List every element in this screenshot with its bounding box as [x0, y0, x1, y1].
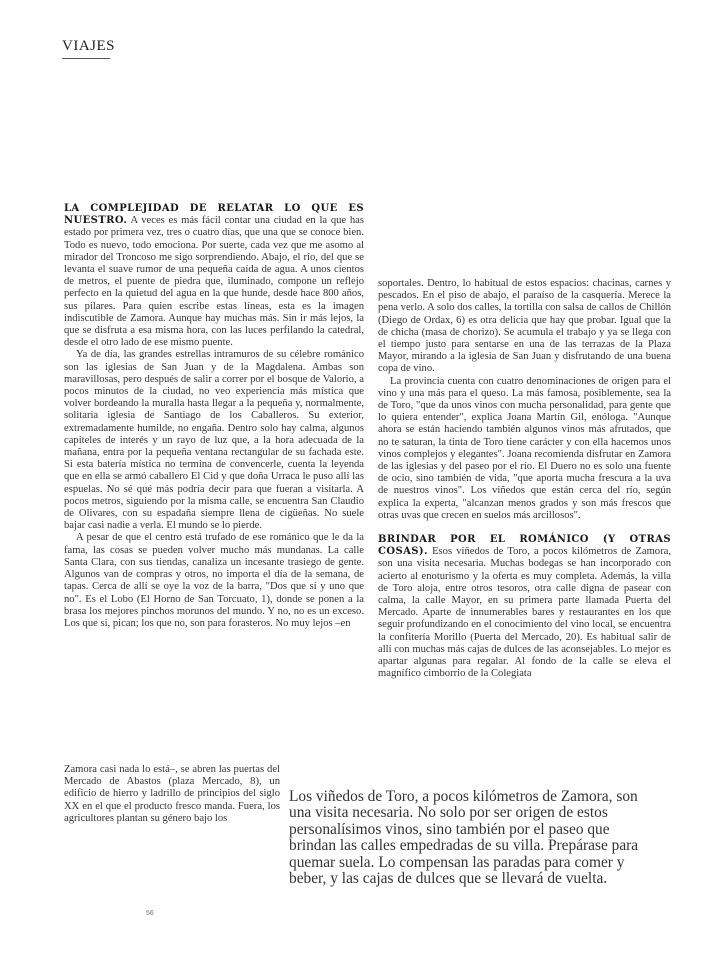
pull-quote: Los viñedos de Toro, a pocos kilómetros de Zamora, son una visita necesaria. No solo por ser origen de estos personalísimos vinos, sino también por el paseo que brindan las calles empedradas de su villa. Prepárase para quemar suela. Lo compensan las paradas para comer y beber, y las cajas de dulces que se llevará de vuelta.	[289, 788, 639, 888]
paragraph: A pesar de que el centro está trufado de ese románico que le da la fama, las cosas se pueden volver mucho más mundanas. La calle Santa Clara, con sus tiendas, canaliza un incesante trasiego de gente. Algunos van de compras y otros, no importa el día de la semana, de tapas. Cerca de allí se oye la voz de la barra, "Dos que sí y uno que no". Es el Lobo (El Horno de San Torcuato, 1), donde se ponen a la brasa los mejores pinchos morunos del mundo. Y no, no es un exceso. Los que sí, pican; los que no, son para forasteros. No muy lejos –en	[64, 532, 364, 629]
paragraph-text: A veces es más fácil contar una ciudad en la que has estado por primera vez, tres o cuatro días, que una que se conoce bien. Todo es nuevo, todo emociona. Por suerte, cada vez que me asomo al mirador del Troncoso me sigo sorprendiendo. Abajo, el río, del que se levanta el suave rumor de una pequeña caída de agua. A unos cientos de metros, el puente de piedra que, iluminado, compone un reflejo perfecto en la quietud del agua en la que hunde, desde hace 800 años, sus pilares. Para quien escribe estas líneas, esta es la imagen indiscutible de Zamora. Aunque hay muchas más. Sin ir más lejos, la que se disfruta a esa misma hora, con las luces perfilando la catedral, desde el otro lado de ese mismo puente.	[64, 215, 364, 349]
lead-in-heading: LA COMPLEJIDAD DE RELATAR LO QUE ES NUESTRO.	[64, 203, 364, 227]
article-left-column-continued	[64, 764, 280, 825]
paragraph: Zamora casi nada lo está–, se abren las puertas del Mercado de Abastos (plaza Mercado, 8), un edificio de hierro y ladrillo de principios del siglo XX en el que el producto fresco manda. Fuera, los agricultores plantan su género bajo los	[64, 764, 280, 824]
paragraph	[64, 203, 364, 349]
lead-in-heading: BRINDAR POR EL ROMÁNICO (Y OTRAS COSAS).	[378, 534, 671, 558]
page-number: 56	[146, 910, 154, 917]
paragraph	[378, 534, 671, 680]
paragraph-text: Esos viñedos de Toro, a pocos kilómetros de Zamora, son una visita necesaria. Muchas bodegas se han incorporado con acierto al enoturismo y la oferta es muy completa. Además, la villa de Toro aloja, entre otros tesoros, otra calle digna de pasear con calma, la calle Mayor, en su primera parte llamada Puerta del Mercado. Aparte de innumerables bares y restaurantes en los que seguir profundizando en el conocimiento del vino local, se encuentra la confitería Morillo (Puerta del Mercado, 20). Es habitual salir de allí con muchas más cajas de dulces de las aconsejables. Lo mejor es apartar algunas para regalar. Al fondo de la calle se eleva el magnífico cimborrio de la Colegiata	[378, 546, 671, 680]
article-right-column	[378, 278, 671, 681]
article-left-column	[64, 203, 364, 630]
paragraph: soportales. Dentro, lo habitual de estos espacios: chacinas, carnes y pescados. En el piso de abajo, el paraíso de la casquería. Merece la pena verlo. A solo dos calles, la tortilla con salsa de callos de Chillón (Diego de Ordax, 6) es otra delicia que hay que probar. Igual que la de chicha (masa de chorizo). Se acumula el trabajo y ya se llega con el tiempo justo para sentarse en una de las terrazas de la Plaza Mayor, mirando a la iglesia de San Juan y disfrutando de una buena copa de vino.	[378, 278, 671, 375]
paragraph: Ya de día, las grandes estrellas intramuros de su célebre románico son las iglesias de San Juan y de la Magdalena. Ambas son maravillosas, pero después de salir a correr por el bosque de Valorio, a pocos minutos de la ciudad, no veo experiencia más mística que volver bordeando la muralla hasta llegar a la pequeña y, normalmente, solitaria iglesia de Santiago de los Caballeros. Su exterior, extremadamente humilde, no engaña. Dentro solo hay calma, algunos capiteles de interés y un rayo de luz que, a la hora adecuada de la mañana, entra por la pequeña ventana rectangular de su fachada este. Si esta batería mística no termina de convencerle, cuenta la leyenda que en ella se armó caballero El Cid y que doña Urraca le puso allí las espuelas. No sé qué más podría decir para que fueran a visitarla. A pocos metros, siguiendo por la misma calle, se encuentra San Claudio de Olivares, con su espadaña siempre llena de cigüeñas. No suele bajar casi nadie a verla. El mundo se lo pierde.	[64, 349, 364, 532]
spacer	[378, 522, 671, 534]
section-label: VIAJES	[62, 38, 116, 54]
section-rule	[62, 58, 110, 59]
paragraph: La provincia cuenta con cuatro denominaciones de origen para el vino y una más para el queso. La más famosa, posiblemente, sea la de Toro, "que da unos vinos con mucha personalidad, para gente que lo quiera entender", explica Joana Martín Gil, enóloga. "Aunque ahora se están haciendo también algunos vinos más afrutados, que no te saturan, la tinta de Toro tiene carácter y con ella hacemos unos vinos complejos y elegantes". Joana recomienda disfrutar en Zamora de las iglesias y del paseo por el río. El Duero no es solo una fuente de ocio, sino también de vida, "que aporta mucha frescura a la uva de nuestros vinos". Los viñedos que están cerca del río, según explica la experta, "alcanzan menos grados y son más frescos que otras uvas que crecen en suelos más arcillosos".	[378, 375, 671, 521]
